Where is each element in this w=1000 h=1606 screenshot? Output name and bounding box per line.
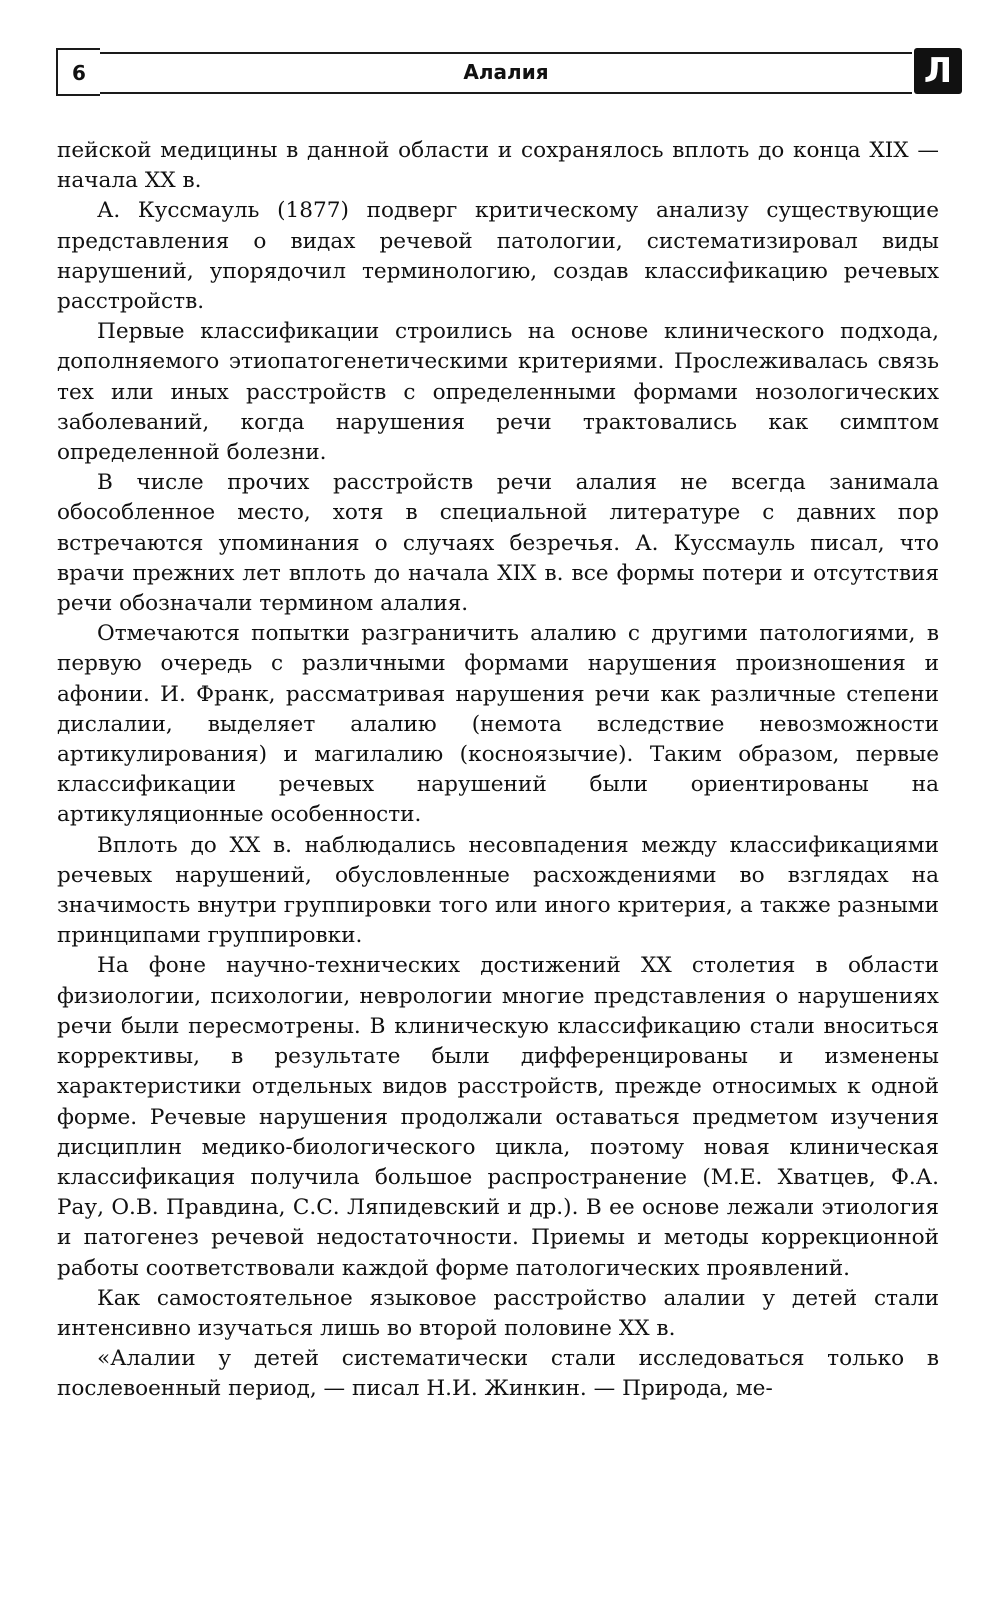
paragraph: Как самостоятельное языковое расстройство алалии у детей стали интенсивно изучаться лишь во второй половине XX в. — [57, 1285, 939, 1341]
paragraph: Первые классификации строились на основе клинического подхода, дополняемого этиопатогенетическими критериями. Прослеживалась связь тех или иных расстройств с определенными формами нозологических заболеваний, когда нарушения речи трактовались как симптом определенной болезни. — [57, 319, 939, 466]
body-text — [57, 136, 939, 1405]
paragraph: Вплоть до XX в. наблюдались несовпадения между классификациями речевых нарушений, обусловленные расхождениями во взглядах на значимость внутри группировки того или иного критерия, а также разными принципами группировки. — [57, 832, 939, 949]
header-rule-bottom — [100, 92, 912, 94]
paragraph-quote: «Алалии у детей систематически стали исследоваться только в послевоенный период, — писал Н.И. Жинкин. — Природа, ме- — [57, 1346, 939, 1402]
running-header — [56, 48, 961, 96]
paragraph: Отмечаются попытки разграничить алалию с другими патологиями, в первую очередь с различными формами нарушения произношения и афонии. И. Франк, рассматривая нарушения речи как различные степени дислалии, выделяет алалию (немота вследствие невозможности артикулирования) и магилалию (косноязычие). Таким образом, первые классификации речевых нарушений были ориентированы на артикуляционные особенности. — [57, 621, 939, 828]
paragraph: На фоне научно-технических достижений XX столетия в области физиологии, психологии, неврологии многие представления о нарушениях речи были пересмотрены. В клиническую классификацию стали вноситься коррективы, в результате были дифференцированы и изменены характеристики отдельных видов расстройств, прежде относимых к одной форме. Речевые нарушения продолжали оставаться предметом изучения дисциплин медико-биологического цикла, поэтому новая клиническая классификация получила большое распространение (М.Е. Хватцев, Ф.А. Рау, О.В. Правдина, С.С. Ляпидевский и др.). В ее основе лежали этиология и патогенез речевой недостаточности. Приемы и методы коррекционной работы соответствовали каждой форме патологических проявлений. — [57, 953, 939, 1281]
section-letter-badge: Л — [914, 48, 962, 94]
running-title: Алалия — [463, 60, 549, 84]
paragraph: В числе прочих расстройств речи алалия не всегда занимала обособленное место, хотя в специальной литературе с давних пор встречаются упоминания о случаях безречья. А. Куссмауль писал, что врачи прежних лет вплоть до начала XIX в. все формы потери и отсутствия речи обозначали термином алалия. — [57, 470, 939, 617]
paragraph-continued: пейской медицины в данной области и сохранялось вплоть до конца XIX — начала XX в. — [57, 138, 939, 194]
page-number: 6 — [56, 48, 100, 96]
paragraph: А. Куссмауль (1877) подверг критическому анализу существующие представления о видах речевой патологии, систематизировал виды нарушений, упорядочил терминологию, создав классификацию речевых расстройств. — [57, 198, 939, 315]
